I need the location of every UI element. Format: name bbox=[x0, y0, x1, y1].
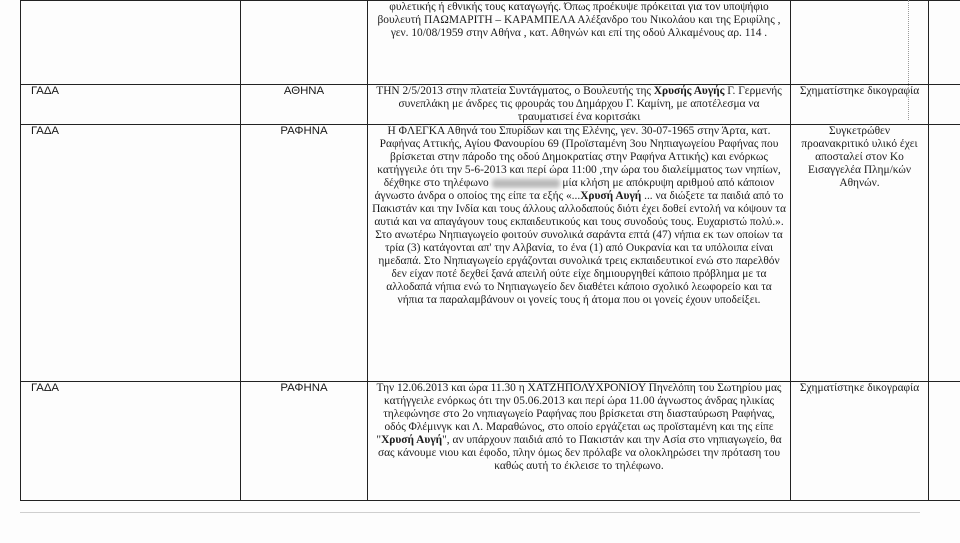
margin-cell bbox=[929, 1, 960, 85]
type-cell: ΓΑΔΑ bbox=[21, 382, 241, 501]
incident-table bbox=[20, 0, 960, 501]
location-cell: ΡΑΦΗΝΑ bbox=[241, 125, 368, 382]
description-cell: ΤΗΝ 2/5/2013 στην πλατεία Συντάγματος, ο Βουλευτής της Χρυσής Αυγής Γ. Γερμενής συνεπλάκη με άνδρες τις φρουράς του Δημάρχου Γ. Καμίνη, με αποτέλεσμα να τραυματισεί ένα κοριτσάκι bbox=[368, 85, 791, 125]
table-row bbox=[21, 85, 960, 125]
type-cell bbox=[21, 1, 241, 85]
table-row bbox=[21, 382, 960, 501]
location-cell: ΑΘΗΝΑ bbox=[241, 85, 368, 125]
table-row bbox=[21, 125, 960, 382]
description-cell: Την 12.06.2013 και ώρα 11.30 η ΧΑΤΖΗΠΟΛΥΧΡΟΝΙΟΥ Πηνελόπη του Σωτηρίου μας κατήγγειλε ενόρκως ότι την 05.06.2013 και περί ώρα 11.00 άγνωστος άνδρας ηλικίας τηλεφώνησε στο 2ο νηπιαγωγείο Ραφήνας που βρίσκεται στη διασταύρωση Ραφήνας, οδός Φλέμινγκ και Λ. Μαραθώνος, στο οποίο εργάζεται ως προϊσταμένη και της είπε "Χρυσή Αυγή", αν υπάρχουν παιδιά από το Πακιστάν και την Ασία στο νηπιαγωγείο, θα σας κάνουμε νιου και έφοδο, πλην όμως δεν πρόλαβε να ολοκληρώσει την πρόταση του καθώς αυτή το έκλεισε το τηλέφωνο. bbox=[368, 382, 791, 501]
scan-artifact bbox=[908, 0, 923, 120]
status-cell: Συγκετρώθεν προανακριτικό υλικό έχει αποσταλεί στον Κο Εισαγγελέα Πλημ/κών Αθηνών. bbox=[791, 125, 929, 382]
scan-edge bbox=[20, 512, 920, 513]
type-cell: ΓΑΔΑ bbox=[21, 125, 241, 382]
margin-cell bbox=[929, 382, 960, 501]
margin-cell bbox=[929, 125, 960, 382]
location-cell bbox=[241, 1, 368, 85]
status-cell: Σχηματίστηκε δικογραφία bbox=[791, 382, 929, 501]
description-cell: Η ΦΛΕΓΚΑ Αθηνά του Σπυρίδων και της Ελένης, γεν. 30-07-1965 στην Άρτα, κατ. Ραφήνας Αττικής, Αγίου Φανουρίου 69 (Προϊσταμένη 3ου Νηπιαγωγείου Ραφήνας που βρίσκεται στην πάροδο της οδού Δημοκρατίας στην Ραφήνα Αττικής) και ενόρκως κατήγγειλε ότι την 5-6-2013 και περί ώρα 11:00 ,την ώρα του διαλείμματος των νηπίων, δέχθηκε στο τηλέφωνο μία κλήση με απόκρυψη αριθμού από κάποιον άγνωστο άνδρα ο οποίος της είπε τα εξής «...Χρυσή Αυγή ... να διώξετε τα παιδιά από το Πακιστάν και την Ινδία και τους άλλους αλλοδαπούς διότι έχει δοθεί εντολή να κόψουν τα αυτιά και να απαγάγουν τους εκπαιδευτικούς και τους συνοδούς τους. Ευχαριστώ πολύ.». Στο ανωτέρω Νηπιαγωγείο φοιτούν συνολικά σαράντα επτά (47) νήπια εκ των οποίων τα τρία (3) κατάγονται απ' την Αλβανία, το ένα (1) από Ουκρανία και τα υπόλοιπα είναι ημεδαπά. Στο Νηπιαγωγείο εργάζονται συνολικά τρεις εκπαιδευτικοί ενώ στο παρελθόν δεν είχαν ποτέ δεχθεί ξανά απειλή ούτε είχε δημιουργηθεί κάποιο πρόβλημα με τα αλλοδαπά νήπια ενώ το Νηπιαγωγείο δεν διαθέτει κάποιο σχολικό λεωφορείο και τα νήπια τα παραλαμβάνουν οι γονείς τους ή άτομα που οι γονείς έχουν υποδείξει. bbox=[368, 125, 791, 382]
status-cell: Σχηματίστηκε δικογραφία bbox=[791, 85, 929, 125]
location-cell: ΡΑΦΗΝΑ bbox=[241, 382, 368, 501]
table-row bbox=[21, 1, 960, 85]
description-cell: φυλετικής ή εθνικής τους καταγωγής. Όπως προέκυψε πρόκειται για τον υποψήφιο βουλευτή ΠΑΩΜΑΡΙΤΗ – ΚΑΡΑΜΠΕΛΑ Αλέξανδρο του Νικολάου και της Εριφίλης , γεν. 10/08/1959 στην Αθήνα , κατ. Αθηνών και επί της οδού Αλκαμένους αρ. 114 . bbox=[368, 1, 791, 85]
type-cell: ΓΑΔΑ bbox=[21, 85, 241, 125]
margin-cell bbox=[929, 85, 960, 125]
redacted-phone-number bbox=[492, 179, 560, 188]
